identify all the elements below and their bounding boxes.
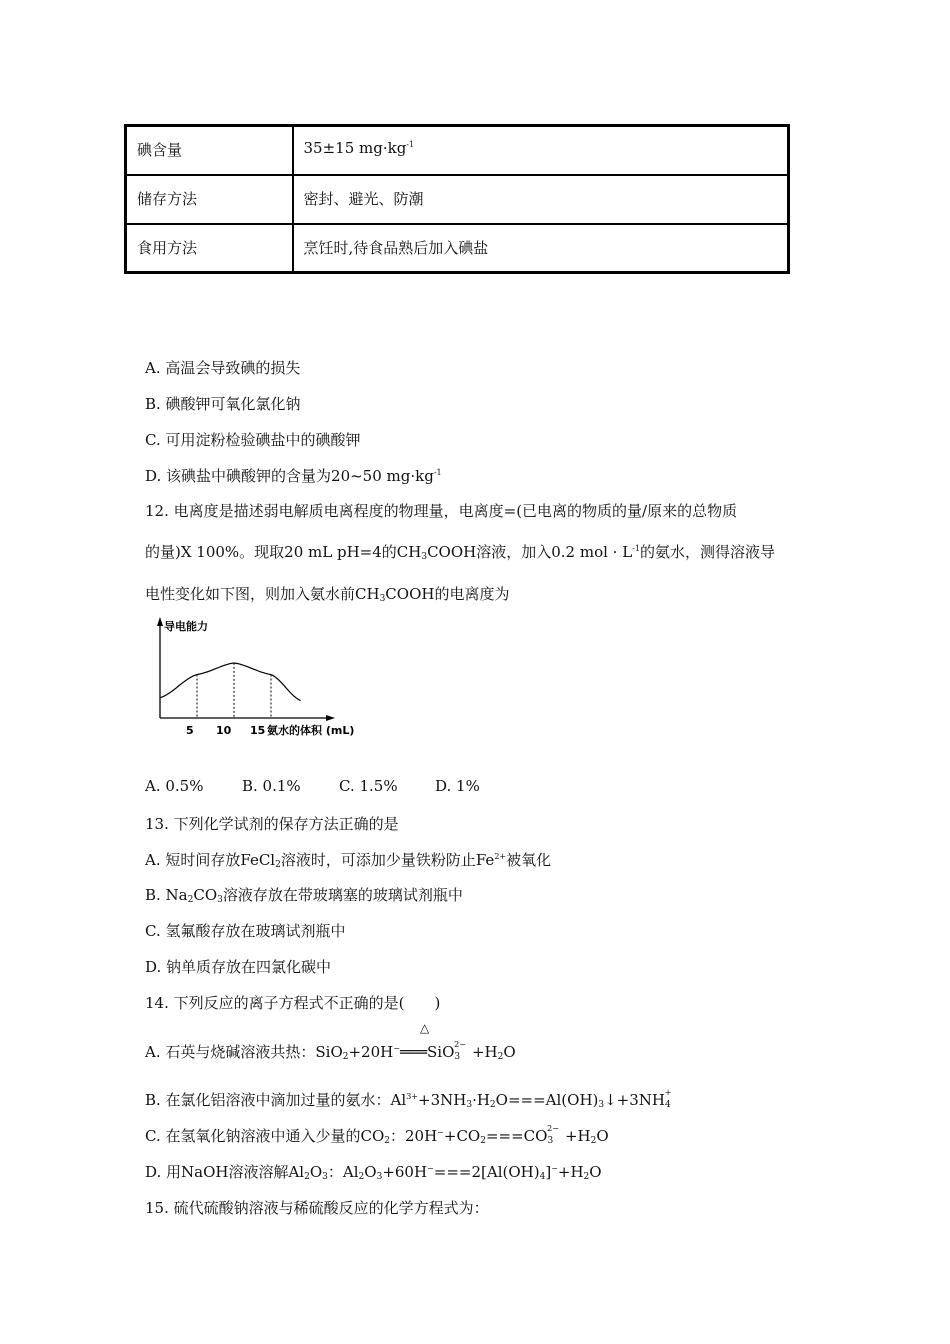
q11-option-d: D. 该碘盐中碘酸钾的含量为20~50 $mg\cdot kg^{-1}$ — [145, 467, 442, 485]
row-key: 食用方法 — [126, 224, 293, 273]
row-key: 储存方法 — [126, 175, 293, 224]
table-row — [126, 175, 789, 224]
q12-option-d: D. 1% — [435, 777, 480, 795]
q13-option-b: B. $Na_2CO_3$溶液存放在带玻璃塞的玻璃试剂瓶中 — [145, 886, 463, 905]
q14-stem: 14. 下列反应的离子方程式不正确的是( ) — [145, 994, 441, 1012]
y-axis-arrow — [157, 617, 163, 626]
q12-option-b: B. 0.1% — [242, 777, 301, 795]
q11-option-b: B. 碘酸钾可氧化氯化钠 — [145, 395, 301, 413]
q13-stem: 13. 下列化学试剂的保存方法正确的是 — [145, 815, 399, 833]
q12-stem-line1: 12. 电离度是描述弱电解质电离程度的物理量，电离度=(已电离的物质的量/原来的总物质 — [145, 502, 738, 520]
q11-option-c: C. 可用淀粉检验碘盐中的碘酸钾 — [145, 431, 361, 449]
table-row — [126, 126, 789, 175]
row-value: 烹饪时,待食品熟后加入碘盐 — [293, 224, 789, 273]
q13-option-d: D. 钠单质存放在四氯化碳中 — [145, 958, 332, 976]
x-axis-label: 氨水的体积 (mL) — [267, 724, 355, 737]
q11-option-a: A. 高温会导致碘的损失 — [145, 359, 301, 377]
q14-option-d: D. 用NaOH溶液溶解$Al_2O_3$：$Al_2O_3+60H^-===2[Al(OH)_4]^-+H_2O$ — [145, 1163, 602, 1182]
y-axis-label: 导电能力 — [164, 620, 208, 633]
x-tick-label: 10 — [216, 724, 232, 737]
table-row — [126, 224, 789, 273]
q14-option-a: A. 石英与烧碱溶液共热：SiO$_2$+20H− △ ═══SiO$_3^{2-}$ $+H_2O$ — [145, 1021, 516, 1062]
q12-option-c: C. 1.5% — [339, 777, 398, 795]
heat-delta-icon: △ — [419, 1021, 430, 1035]
q13-option-a: A. 短时间存放FeCl$_2$溶液时，可添加少量铁粉防止$Fe^{2+}$被氧化 — [145, 851, 552, 870]
row-value: 密封、避光、防潮 — [293, 175, 789, 224]
row-key: 碘含量 — [126, 126, 293, 175]
q14-option-c: C. 在氢氧化钠溶液中通入少量的$CO_2$：$20H^-+CO_2===CO_3^{2-} +H_2O$ — [145, 1124, 609, 1146]
q12-stem-line3: 电性变化如下图，则加入氨水前$CH_3COOH$的电离度为 — [145, 585, 510, 604]
q13-option-c: C. 氢氟酸存放在玻璃试剂瓶中 — [145, 922, 346, 940]
x-axis-arrow — [326, 715, 335, 721]
conductivity-curve — [160, 663, 301, 701]
q12-option-a: A. 0.5% — [145, 777, 204, 795]
conductivity-chart — [150, 614, 380, 744]
x-tick-label: 15 — [250, 724, 266, 737]
row-value: 35±15 $mg\cdot kg^{-1}$ — [293, 126, 789, 175]
q12-options — [145, 777, 480, 795]
salt-info-table — [124, 124, 790, 274]
q15-stem: 15. 硫代硫酸钠溶液与稀硫酸反应的化学方程式为： — [145, 1199, 489, 1217]
q12-stem-line2: 的量)X 100%。现取20 mL pH=4的$CH_3COOH$溶液，加入0.2 mol · $L^{-1}$的氨水，测得溶液导 — [145, 543, 775, 562]
x-tick-label: 5 — [186, 724, 194, 737]
q14-option-b: B. 在氯化铝溶液中滴加过量的氨水：$Al^{3+}+3NH_3\cdot H_2O===Al(OH)_3↓+3NH_4^+$ — [145, 1088, 672, 1110]
